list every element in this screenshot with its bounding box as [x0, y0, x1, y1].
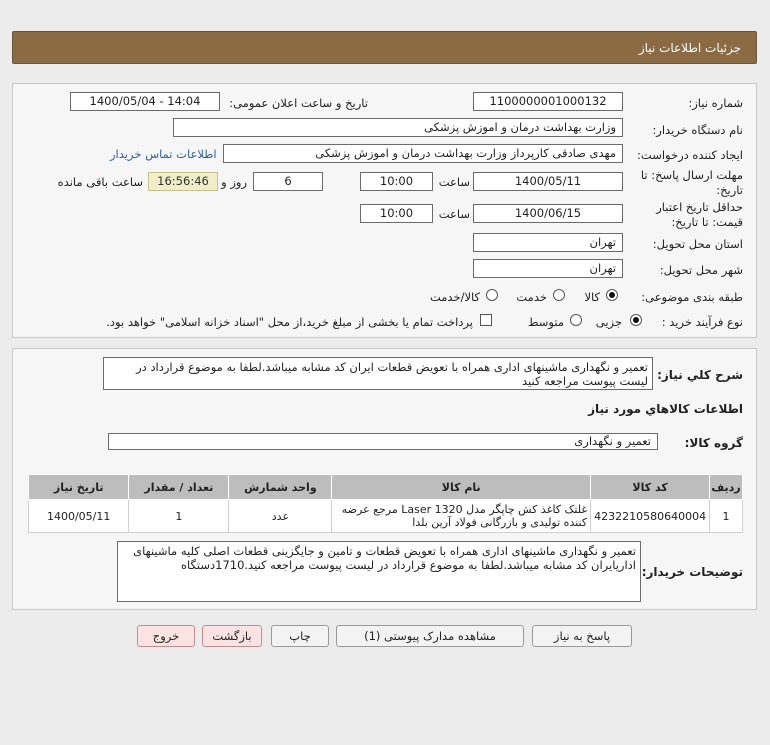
- remaining-label: ساعت باقی مانده: [57, 175, 143, 189]
- announce-label: تاریخ و ساعت اعلان عمومی:: [229, 96, 368, 110]
- print-button[interactable]: چاپ: [271, 625, 329, 647]
- exit-button[interactable]: خروج: [137, 625, 195, 647]
- table-header-row: [29, 475, 743, 500]
- buyer-contact-link[interactable]: اطلاعات تماس خریدار: [110, 147, 217, 161]
- days-label: روز و: [221, 175, 247, 189]
- buyer-notes-label: توضیحات خریدار:: [641, 565, 743, 579]
- category-radio-both[interactable]: [486, 289, 498, 301]
- province-label: استان محل تحویل:: [652, 237, 743, 251]
- requester-label: ایجاد کننده درخواست:: [637, 148, 743, 162]
- cell-code: 4232210580640004: [591, 500, 710, 533]
- deadline-label: مهلت ارسال پاسخ: تا: [640, 168, 743, 182]
- treasury-payment-note: پرداخت تمام یا بخشی از مبلغ خرید،از محل "اسناد خزانه اسلامی" خواهد بود.: [106, 315, 473, 329]
- need-number-label: شماره نیاز:: [688, 96, 743, 110]
- process-radio-minor[interactable]: [630, 314, 642, 326]
- category-option-service: خدمت: [516, 290, 547, 304]
- col-header-unit: واحد شمارش: [229, 475, 332, 500]
- validity-time-field: 10:00: [360, 204, 433, 223]
- city-field: تهران: [473, 259, 623, 278]
- category-option-both: کالا/خدمت: [429, 290, 480, 304]
- items-section-title: اطلاعات کالاهاي مورد نياز: [588, 402, 743, 416]
- process-option-minor: جزیی: [595, 315, 622, 329]
- cell-date: 1400/05/11: [29, 500, 129, 533]
- province-field: تهران: [473, 233, 623, 252]
- need-number-field: 1100000001000132: [473, 92, 623, 111]
- buyer-org-label: نام دستگاه خریدار:: [652, 123, 743, 137]
- validity-label-2: قیمت: تا تاریخ:: [671, 215, 743, 229]
- view-attachments-button[interactable]: مشاهده مدارک پیوستی (1): [336, 625, 524, 647]
- deadline-date-field: 1400/05/11: [473, 172, 623, 191]
- remaining-time-field: 16:56:46: [148, 172, 218, 191]
- group-label: گروه کالا:: [684, 436, 743, 450]
- col-header-code: کد کالا: [591, 475, 710, 500]
- requester-field: مهدی صادقی کارپرداز وزارت بهداشت درمان و اموزش پزشکی: [223, 144, 623, 163]
- page-title: جزئیات اطلاعات نیاز: [638, 41, 741, 55]
- col-header-name: نام کالا: [332, 475, 591, 500]
- items-table: [28, 474, 743, 533]
- deadline-time-field: 10:00: [360, 172, 433, 191]
- deadline-time-label: ساعت: [438, 175, 470, 189]
- validity-date-field: 1400/06/15: [473, 204, 623, 223]
- process-radio-medium[interactable]: [570, 314, 582, 326]
- buyer-notes-text: تعمیر و نگهداری ماشینهای اداری همراه با تعویض قطعات و تامین و جایگزینی قطعات اصلی کلیه ماشینهای اداریایران کد مشابه میباشد.لطفا به موضوع قرارداد در لیست پیوست مراجعه کنید.1710دستگاه: [117, 541, 641, 602]
- city-label: شهر محل تحویل:: [659, 263, 743, 277]
- summary-label: شرح کلي نياز:: [657, 368, 743, 382]
- group-field: تعمیر و نگهداری: [108, 433, 658, 450]
- cell-name: غلتک کاغذ کش چاپگر مدل Laser 1320 مرجع عرضه کننده تولیدی و بازرگانی فولاد آرین بلدا: [332, 500, 591, 533]
- validity-time-label: ساعت: [438, 207, 470, 221]
- announce-field: 1400/05/04 - 14:04: [70, 92, 220, 111]
- process-option-medium: متوسط: [527, 315, 564, 329]
- treasury-payment-checkbox[interactable]: [480, 314, 492, 326]
- cell-unit: عدد: [229, 500, 332, 533]
- buyer-org-field: وزارت بهداشت درمان و اموزش پزشکی: [173, 118, 623, 137]
- col-header-date: تاریخ نیاز: [29, 475, 129, 500]
- col-header-quantity: تعداد / مقدار: [129, 475, 229, 500]
- summary-text: تعمیر و نگهداری ماشینهای اداری همراه با تعویض قطعات ایران کد مشابه میباشد.لطفا به موضوع قرارداد در لیست پیوست مراجعه کنید: [103, 357, 653, 390]
- category-option-goods: کالا: [584, 290, 600, 304]
- back-button[interactable]: بازگشت: [202, 625, 262, 647]
- category-radio-service[interactable]: [553, 289, 565, 301]
- deadline-label-2: تاریخ:: [716, 183, 743, 197]
- days-field: 6: [253, 172, 323, 191]
- category-radio-goods[interactable]: [606, 289, 618, 301]
- reply-button[interactable]: پاسخ به نیاز: [532, 625, 632, 647]
- cell-quantity: 1: [129, 500, 229, 533]
- process-label: نوع فرآیند خرید :: [661, 315, 743, 329]
- validity-label: حداقل تاریخ اعتبار: [656, 200, 743, 214]
- category-label: طبقه بندی موضوعی:: [641, 290, 743, 304]
- table-row: [29, 500, 743, 533]
- col-header-row-number: ردیف: [710, 475, 743, 500]
- page-header: [12, 31, 757, 64]
- cell-row-number: 1: [710, 500, 743, 533]
